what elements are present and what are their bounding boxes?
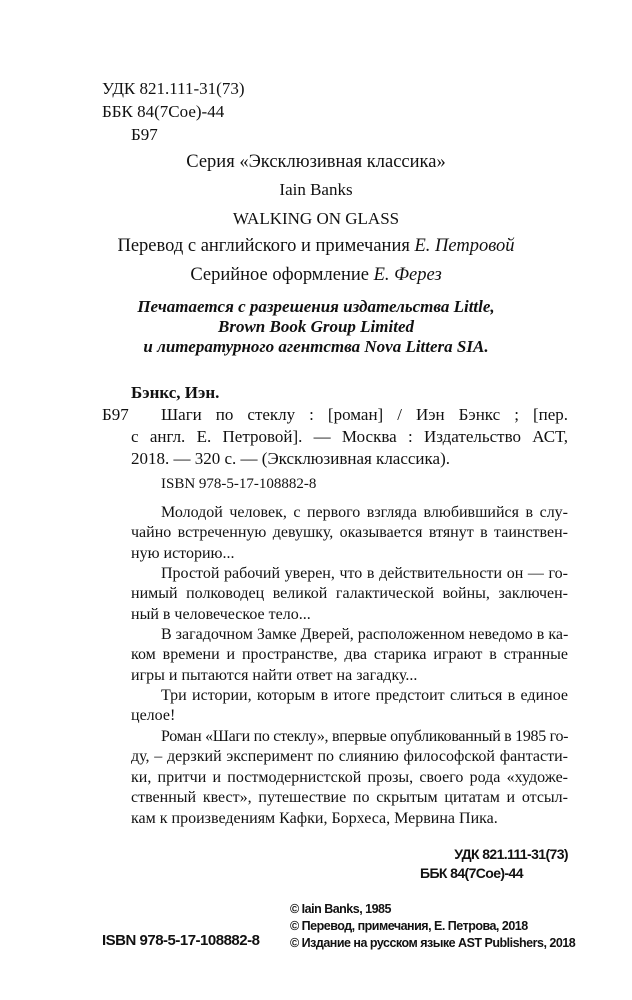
annotation-paragraph-1 [131,503,568,564]
annotation-line: Простой рабочий уверен, что в действительности он — го- [161,565,568,582]
isbn-bold: ISBN 978-5-17-108882-8 [102,932,260,949]
annotation-line: Молодой человек, с первого взгляда влюбившийся в слу- [161,504,568,521]
annotation-line: В загадочном Замке Дверей, расположенном неведомо в ка- [161,626,569,643]
annotation-paragraph-4 [131,686,568,727]
catalog-isbn: ISBN 978-5-17-108882-8 [161,476,317,492]
annotation-paragraph-2 [131,564,568,625]
annotation-line: ду, – дерзкий эксперимент по слиянию философской фантасти- [131,748,568,766]
annotation-line: игры и пытаются найти ответ на загадку... [131,666,418,684]
annotation-line: ственный квест», путешествие по скрытым цитатам и отсыл- [131,789,568,807]
annotation-line: ный в человеческое тело... [131,605,311,623]
series-title: Серия «Эксклюзивная классика» [186,152,446,172]
annotation-line: нимый полководец великой галактической войны, заключен- [131,585,568,603]
translator-name: Е. Петровой [414,236,515,256]
annotation-line: целое! [131,707,176,725]
design-credit [0,264,632,286]
annotation-paragraph-3 [131,625,568,686]
annotation-line: ки, притчи и постмодернистской прозы, своего рода «художе- [131,768,568,786]
copyright-line-1: © Iain Banks, 1985 [290,902,391,916]
catalog-heading: Бэнкс, Иэн. [131,383,220,402]
permission-line-1: Печатается с разрешения издательства Little, [137,297,495,316]
bottom-bbk-code: ББК 84(7Сое)-44 [420,865,523,881]
catalog-line-2: с англ. Е. Петровой]. — Москва : Издательство АСТ, [131,427,568,446]
catalog-line-3: 2018. — 320 с. — (Эксклюзивная классика). [131,449,450,468]
designer-name: Е. Ферез [373,265,442,285]
permission-line-3: и литературного агентства Nova Littera SIA. [143,337,489,356]
annotation-line: кам к произведениям Кафки, Борхеса, Мервина Пика. [131,809,498,827]
original-title: WALKING ON GLASS [232,209,400,228]
annotation-line: ную историю... [131,544,235,562]
catalog-line-1: Шаги по стеклу : [роман] / Иэн Бэнкс ; [пер. [161,405,568,424]
bottom-udk-code: УДК 821.111-31(73) [454,846,568,862]
annotation-paragraph-5 [131,727,568,829]
translation-prefix: Перевод с английского и примечания [117,236,415,256]
annotation-line: Роман «Шаги по стеклу», впервые опубликованный в 1985 го- [161,728,569,745]
copyright-line-2: © Перевод, примечания, Е. Петрова, 2018 [290,919,528,933]
original-author: Iain Banks [279,180,353,199]
translation-credit [0,235,632,257]
udk-code: УДК 821.111-31(73) [102,79,245,98]
annotation-line: ком времени и пространстве, два старика играют в странные [131,646,568,664]
copyright-line-3: © Издание на русском языке AST Publishers, 2018 [290,936,576,950]
annotation-line: Три истории, которым в итоге предстоит слиться в единое [161,687,568,704]
catalog-mark: Б97 [102,405,129,424]
permission-line-2: Brown Book Group Limited [217,317,414,336]
design-prefix: Серийное оформление [190,265,374,285]
author-mark: Б97 [131,125,158,144]
annotation-line: чайно встреченную девушку, оказывается втянут в таинствен- [131,524,568,542]
bbk-code: ББК 84(7Сое)-44 [102,102,225,121]
